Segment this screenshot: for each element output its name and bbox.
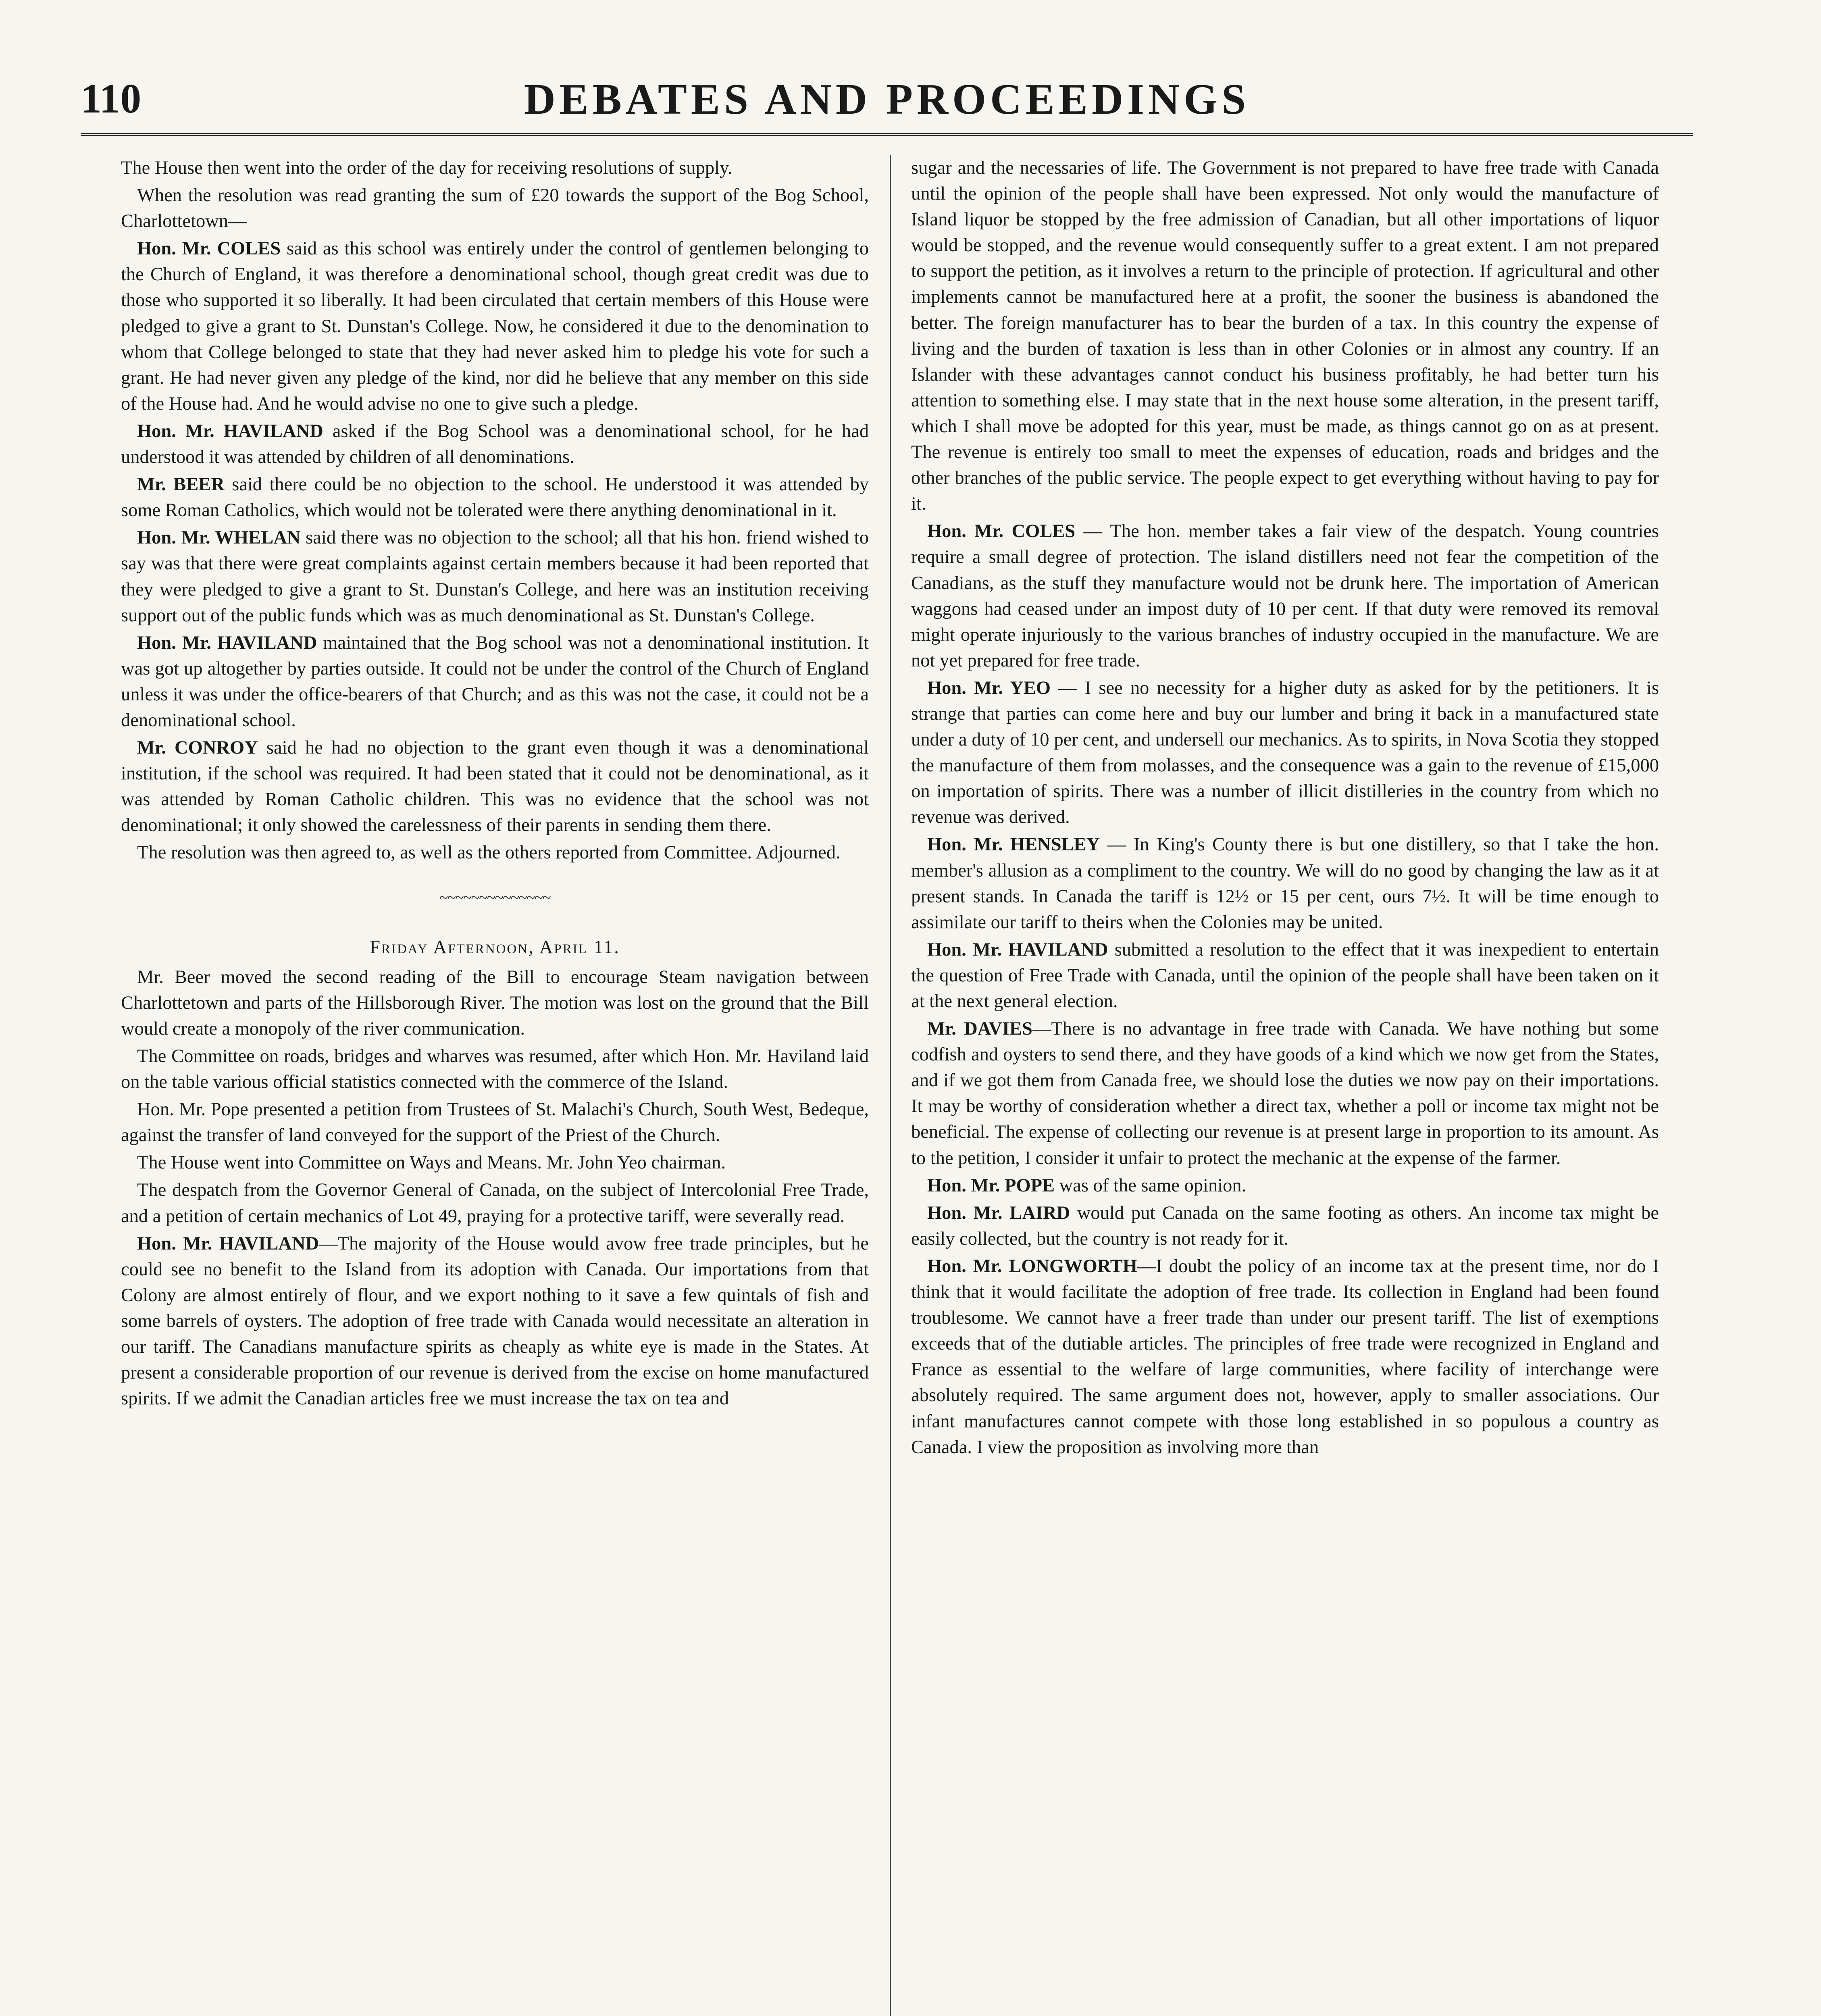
speaker-name: Mr. CONROY [137,737,258,758]
speaker-name: Hon. Mr. POPE [927,1175,1055,1196]
speaker-name: Hon. Mr. HAVILAND [137,632,317,653]
paragraph-text: Hon. Mr. Pope presented a petition from Trustees of St. Malachi's Church, South West, Bedeque, against the transfer of land conveyed for the support of the Priest of the Church. [121,1099,869,1146]
speaker-name: Hon. Mr. COLES [137,238,281,259]
speaker-name: Mr. BEER [137,474,225,495]
speaker-name: Hon. Mr. WHELAN [137,527,301,548]
speaker-name: Hon. Mr. HAVILAND [137,421,323,442]
speaker-name: Mr. DAVIES [927,1018,1032,1039]
paragraph-text: sugar and the necessaries of life. The Government is not prepared to have free trade with Canada until the opinion of the people shall have been expressed. Not only would the manufacture of Island liquor be stopped by the free admission of Canadian, but all other importations of liquor would be stopped, and the revenue would consequently suffer to a great extent. I am not prepared to support the petition, as it involves a return to the principle of protection. If agricultural and other implements cannot be manufactured here at a profit, the sooner the business is abandoned the better. The foreign manufacturer has to bear the burden of a tax. In this country the expense of living and the burden of taxation is less than in other Colonies or in almost any country. If an Islander with these advantages cannot conduct his business profitably, he had better turn his attention to something else. I may state that in the next house some alteration, in the present tariff, which I shall move be adopted for this year, must be made, as things cannot go on as at present. The revenue is entirely too small to meet the expenses of education, roads and bridges and the other branches of the public service. The people expect to get everything without having to pay for it. [911,158,1659,514]
paragraph [121,1097,869,1148]
paragraph-text: submitted a resolution to the effect that it was inexpedient to entertain the question of Free Trade with Canada, until the opinion of the people shall have been taken on it at the next general election. [911,939,1659,1012]
paragraph-text: was of the same opinion. [1055,1175,1247,1196]
paragraph-text: Mr. Beer moved the second reading of the Bill to encourage Steam navigation between Charlottetown and parts of the Hillsborough River. The motion was lost on the ground that the Bill would create a monopoly of the river communication. [121,966,869,1039]
speaker-name: Hon. Mr. COLES [927,521,1076,542]
paragraph [911,1200,1659,1252]
paragraph [121,1231,869,1412]
paragraph [121,964,869,1042]
speaker-name: Hon. Mr. YEO [927,677,1051,698]
right-column [911,155,1659,2016]
paragraph-text: When the resolution was read granting the sum of £20 towards the support of the Bog School, Charlottetown— [121,185,869,232]
page-header [81,75,1693,143]
paragraph [121,236,869,417]
paragraph-text: —The majority of the House would avow free trade principles, but he could see no benefit to the Island from its adoption with Canada. Our importations from that Colony are almost entirely of flour, and we export nothing to it save a few quintals of fish and some barrels of oysters. The adoption of free trade with Canada would necessitate an alteration in our tariff. The Canadians manufacture spirits as cheaply as white eye is made in the States. At present a considerable proportion of our revenue is derived from the excise on home manufactured spirits. If we admit the Canadian articles free we must increase the tax on tea and [121,1233,869,1409]
paragraph-text: The Committee on roads, bridges and wharves was resumed, after which Hon. Mr. Haviland laid on the table various official statistics connected with the commerce of the Island. [121,1046,869,1093]
paragraph [121,183,869,234]
paragraph-text: — The hon. member takes a fair view of the despatch. Young countries require a small degree of protection. The island distillers need not fear the competition of the Canadians, as the stuff they manufacture would not be drunk here. The importation of American waggons had ceased under an impost duty of 10 per cent. If that duty were removed its removal might operate injuriously to the various branches of industry occupied in the manufacture. We are not yet prepared for free trade. [911,521,1659,671]
paragraph-text: said he had no objection to the grant even though it was a denominational institution, if the school was required. It had been stated that it could not be denominational, as it was attended by Roman Catholic children. This was no evidence that the school was not denominational; it only showed the carelessness of their parents in sending them there. [121,737,869,836]
paragraph-text: The despatch from the Governor General of Canada, on the subject of Intercolonial Free Trade, and a petition of certain mechanics of Lot 49, praying for a protective tariff, were severally read. [121,1180,869,1227]
paragraph [911,1173,1659,1199]
paragraph [121,1043,869,1095]
paragraph-text: said there was no objection to the school; all that his hon. friend wished to say was that there were great complaints against certain members because it had been reported that they were pledged to give a grant to St. Dunstan's College, and here was an institution receiving support out of the public funds which was as much denominational as St. Dunstan's College. [121,527,869,626]
paragraph [121,630,869,733]
paragraph [121,472,869,523]
paragraph [911,937,1659,1014]
speaker-name: Hon. Mr. HAVILAND [927,939,1108,960]
running-title: DEBATES AND PROCEEDINGS [524,75,1250,123]
speaker-name: Hon. Mr. LAIRD [927,1202,1070,1223]
paragraph [911,832,1659,935]
paragraph-text: said there could be no objection to the school. He understood it was attended by some Roman Catholics, which would not be tolerated were there anything denominational in it. [121,474,869,521]
paragraph [121,840,869,866]
speaker-name: Hon. Mr. HENSLEY [927,834,1100,855]
paragraph [121,1177,869,1229]
page-number: 110 [81,75,142,122]
speaker-name: Hon. Mr. LONGWORTH [927,1256,1137,1277]
header-rule [81,133,1693,136]
paragraph-text: — In King's County there is but one distillery, so that I take the hon. member's allusion as a compliment to the country. We will do no good by changing the law as it at present stands. In Canada the tariff is 12½ or 15 per cent, ours 7½. It will be time enough to assimilate our tariff to theirs when the Colonies may be united. [911,834,1659,933]
paragraph-text: The House went into Committee on Ways and Means. Mr. John Yeo chairman. [137,1152,726,1173]
paragraph [911,675,1659,831]
paragraph [121,735,869,838]
paragraph-text: The resolution was then agreed to, as well as the others reported from Committee. Adjourned. [137,842,841,863]
paragraph-text: maintained that the Bog school was not a denominational institution. It was got up altogether by parties outside. It could not be under the control of the Church of England unless it was under the office-bearers of that Church; and as this was not the case, it could not be a denominational school. [121,632,869,731]
paragraph-text: — I see no necessity for a higher duty as asked for by the petitioners. It is strange that parties can come here and buy our lumber and bring it back in a manufactured state under a duty of 10 per cent, and undersell our mechanics. As to spirits, in Nova Scotia they stopped the manufacture of them from molasses, and the consequence was a gain to the revenue of £15,000 on importation of spirits. There was a number of illicit distilleries in the country from which no revenue was derived. [911,677,1659,828]
paragraph-text: —I doubt the policy of an income tax at the present time, nor do I think that it would facilitate the adoption of free trade. Its collection in England had been found troublesome. We cannot have a freer trade than under our present tariff. The list of exemptions exceeds that of the dutiable articles. The principles of free trade were recognized in England and France as essential to the welfare of large communities, where facility of interchange were absolutely required. The same argument does not, however, apply to smaller associations. Our infant manufactures cannot compete with those long established in so populous a country as Canada. I view the proposition as involving more than [911,1256,1659,1458]
paragraph [121,419,869,470]
paragraph [911,1016,1659,1171]
section-ornament: ~~~~~~~~~~~~~~ [439,888,550,906]
session-dateline: Friday Afternoon, April 11. [370,937,620,958]
paragraph-text: The House then went into the order of the day for receiving resolutions of supply. [121,158,733,178]
paragraph [121,1150,869,1176]
paragraph-text: would put Canada on the same footing as others. An income tax might be easily collected, but the country is not ready for it. [911,1202,1659,1249]
paragraph [121,155,869,181]
paragraph [911,519,1659,674]
column-rule [890,155,891,2016]
left-column [121,155,869,2016]
paragraph-text: said as this school was entirely under the control of gentlemen belonging to the Church of England, it was therefore a denominational school, though great credit was due to those who supported it so liberally. It had been circulated that certain members of this House were pledged to give a grant to St. Dunstan's College. Now, he considered it due to the denomination to whom that College belonged to state that they had never asked him to pledge his vote for such a grant. He had never given any pledge of the kind, nor did he believe that any member on this side of the House had. And he would advise no one to give such a pledge. [121,238,869,414]
paragraph [911,155,1659,517]
paragraph-text: —There is no advantage in free trade with Canada. We have nothing but some codfish and oysters to send there, and they have goods of a kind which we now get from the States, and if we got them from Canada free, we should lose the duties we now pay on their importations. It may be worthy of consideration whether a direct tax, whether a poll or income tax might not be beneficial. The expense of collecting our revenue is at present large in proportion to its amount. As to the petition, I consider it unfair to protect the mechanic at the expense of the farmer. [911,1018,1659,1168]
paragraph-text: asked if the Bog School was a denominational school, for he had understood it was attended by children of all denominations. [121,421,869,468]
speaker-name: Hon. Mr. HAVILAND [137,1233,319,1254]
paragraph [911,1254,1659,1460]
paragraph [121,525,869,628]
